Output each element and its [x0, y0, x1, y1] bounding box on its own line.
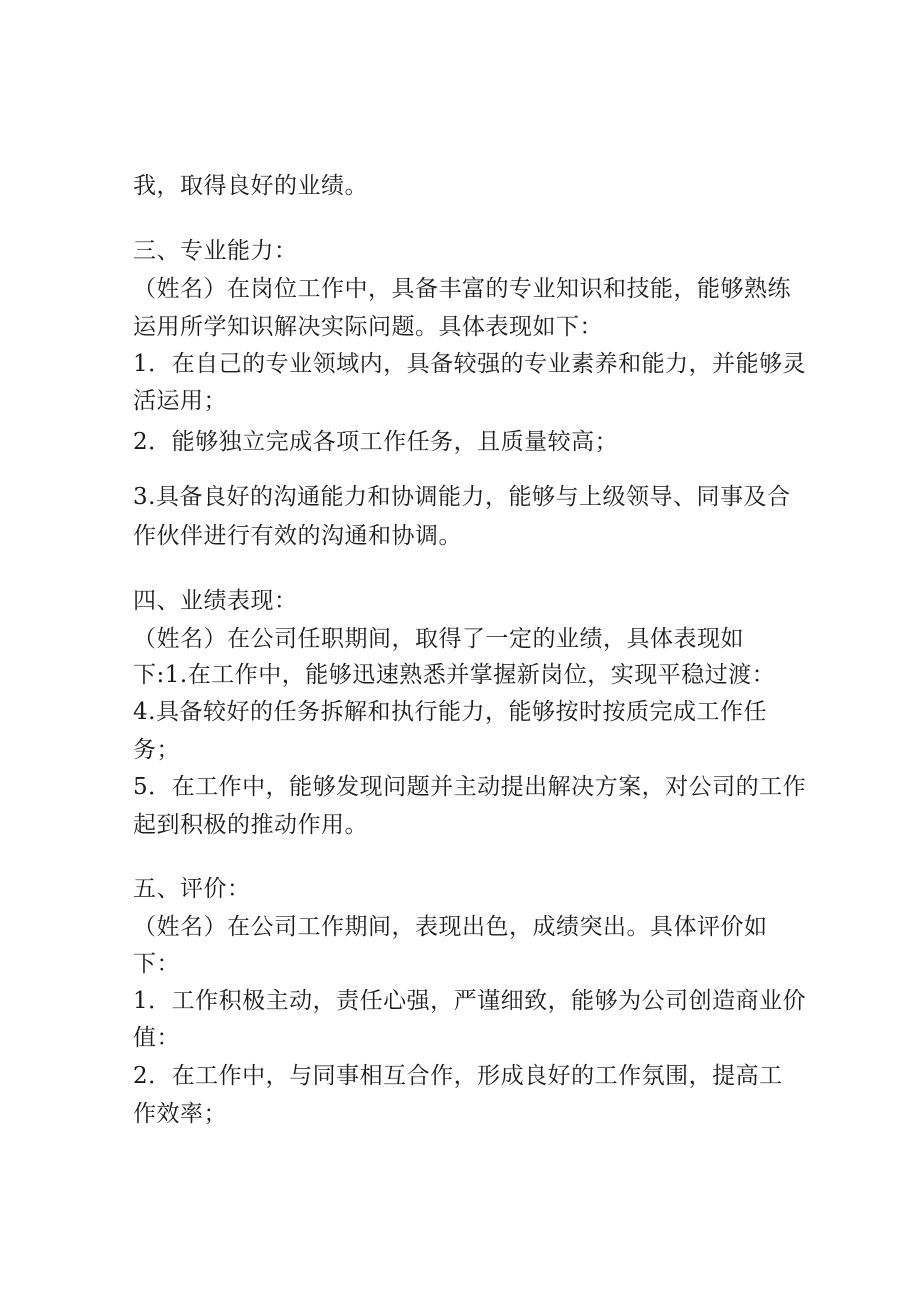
list-item-line: 作效率；	[133, 1101, 227, 1127]
section-heading-professional: 三、专业能力：	[133, 238, 298, 264]
list-item-line: 2．能够独立完成各项工作任务，且质量较高；	[133, 429, 619, 455]
list-item-line: 1．工作积极主动，责任心强，严谨细致，能够为公司创造商业价	[133, 988, 807, 1014]
section-heading-evaluation: 五、评价：	[133, 876, 251, 902]
paragraph-line: （姓名）在岗位工作中，具备丰富的专业知识和技能，能够熟练	[133, 276, 791, 302]
paragraph-line: 下:1.在工作中，能够迅速熟悉并掌握新岗位，实现平稳过渡：	[133, 662, 776, 688]
paragraph-line: 运用所学知识解决实际问题。具体表现如下：	[133, 314, 603, 340]
list-item-line: 值：	[133, 1025, 180, 1051]
list-item-line: 4.具备较好的任务拆解和执行能力，能够按时按质完成工作任	[133, 699, 767, 725]
list-item-line: 2．在工作中，与同事相互合作，形成良好的工作氛围，提高工	[133, 1063, 783, 1089]
list-item-line: 起到积极的推动作用。	[133, 812, 368, 838]
paragraph-line: 下：	[133, 951, 180, 977]
list-item-line: 1．在自己的专业领域内，具备较强的专业素养和能力，并能够灵	[133, 351, 807, 377]
list-item-line: 活运用；	[133, 388, 227, 414]
list-item-line: 5．在工作中，能够发现问题并主动提出解决方案，对公司的工作	[133, 774, 807, 800]
section-heading-performance: 四、业绩表现：	[133, 588, 298, 614]
intro-tail-text: 我，取得良好的业绩。	[133, 173, 368, 199]
list-item-line: 3.具备良好的沟通能力和协调能力，能够与上级领导、同事及合	[133, 484, 791, 510]
list-item-line: 作伙伴进行有效的沟通和协调。	[133, 523, 462, 549]
paragraph-line: （姓名）在公司任职期间，取得了一定的业绩，具体表现如	[133, 626, 744, 652]
list-item-line: 务；	[133, 737, 180, 763]
paragraph-line: （姓名）在公司工作期间，表现出色，成绩突出。具体评价如	[133, 914, 768, 940]
